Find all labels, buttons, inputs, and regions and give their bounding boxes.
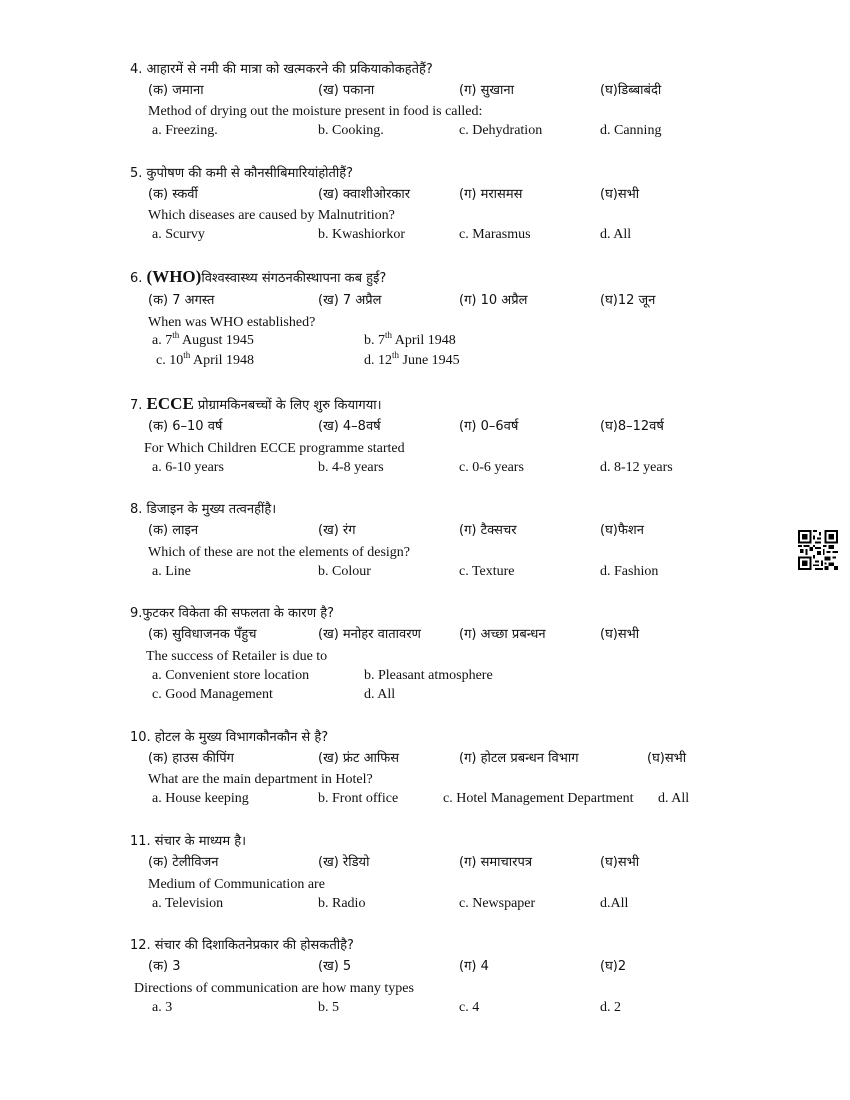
option-hindi: (क) स्कर्वी xyxy=(148,187,198,202)
option-english: b. 7th April 1948 xyxy=(364,330,456,348)
option-hindi: (क) सुविधाजनक पँहुच xyxy=(148,627,257,642)
option-hindi: (क) 3 xyxy=(148,959,181,974)
question-english: Directions of communication are how many types xyxy=(134,981,414,996)
option-hindi: (घ)12 जून xyxy=(600,293,656,308)
option-hindi: (ग) होटल प्रबन्धन विभाग xyxy=(459,751,579,766)
option-english: d. 12th June 1945 xyxy=(364,350,460,368)
option-hindi: (क) जमाना xyxy=(148,83,204,98)
question-english: Method of drying out the moisture present in food is called: xyxy=(148,104,483,119)
option-english: a. Convenient store location xyxy=(152,668,310,683)
option-hindi: (ख) रेडियो xyxy=(318,855,370,870)
option-english: c. Good Management xyxy=(152,687,273,702)
option-hindi: (घ)8–12वर्ष xyxy=(600,419,664,434)
option-hindi: (घ)सभी xyxy=(600,627,640,642)
option-hindi: (ख) पकाना xyxy=(318,83,375,98)
option-hindi: (ग) 10 अप्रैल xyxy=(459,293,528,308)
question-hindi: 12. संचार की दिशाकितनेप्रकार की होसकतीहै? xyxy=(130,938,354,953)
question-english: When was WHO established? xyxy=(148,315,316,330)
option-english: d. Canning xyxy=(600,123,662,138)
option-english: c. Marasmus xyxy=(459,227,531,242)
option-english: a. 3 xyxy=(152,1000,173,1015)
option-english: c. Dehydration xyxy=(459,123,543,138)
option-hindi: (घ)सभी xyxy=(600,855,640,870)
option-english: a. Line xyxy=(152,564,191,579)
option-hindi: (ग) टैक्सचर xyxy=(459,523,517,538)
question-hindi: 9.फुटकर विकेता की सफलता के कारण है? xyxy=(130,606,335,621)
option-hindi: (घ)फैशन xyxy=(600,523,644,538)
option-english: d. All xyxy=(600,227,632,242)
option-english: d.All xyxy=(600,896,629,911)
option-english: d. 2 xyxy=(600,1000,621,1015)
option-english: a. Freezing. xyxy=(152,123,218,138)
option-hindi: (ग) 4 xyxy=(459,959,489,974)
question-english: What are the main department in Hotel? xyxy=(148,772,373,787)
option-hindi: (ख) 4–8वर्ष xyxy=(318,419,381,434)
option-hindi: (घ)सभी xyxy=(647,751,687,766)
option-hindi: (क) टेलीविजन xyxy=(148,855,219,870)
option-english: c. 10th April 1948 xyxy=(156,350,255,368)
option-english: a. 6-10 years xyxy=(152,460,224,475)
option-hindi: (ग) सुखाना xyxy=(459,83,514,98)
option-english: d. All xyxy=(364,687,396,702)
question-hindi: 7. ECCE प्रोग्रामकिनबच्चों के लिए शुरु कियागया। xyxy=(130,394,382,413)
option-english: b. 4-8 years xyxy=(318,460,384,475)
option-hindi: (घ)सभी xyxy=(600,187,640,202)
option-hindi: (ग) 0–6वर्ष xyxy=(459,419,519,434)
option-hindi: (ख) मनोहर वातावरण xyxy=(318,627,421,642)
option-english: c. Hotel Management Department xyxy=(443,791,634,806)
option-english: b. Front office xyxy=(318,791,399,806)
option-english: c. 4 xyxy=(459,1000,480,1015)
option-hindi: (ख) 5 xyxy=(318,959,352,974)
option-english: c. Texture xyxy=(459,564,515,579)
question-hindi: 4. आहारमें से नमी की मात्रा को खत्मकरने की प्रकियाकोकहतेहैं? xyxy=(130,62,433,77)
option-hindi: (घ)डिब्बाबंदी xyxy=(600,83,662,98)
option-english: b. 5 xyxy=(318,1000,339,1015)
question-hindi: 8. डिजाइन के मुख्य तत्वनहींहै। xyxy=(130,502,277,517)
option-english: b. Cooking. xyxy=(318,123,384,138)
option-hindi: (ग) समाचारपत्र xyxy=(459,855,533,870)
question-english: Which of these are not the elements of design? xyxy=(148,545,411,560)
option-hindi: (क) लाइन xyxy=(148,523,199,538)
option-english: b. Pleasant atmosphere xyxy=(364,668,493,683)
option-hindi: (क) 6–10 वर्ष xyxy=(148,419,223,434)
question-hindi: 11. संचार के माध्यम है। xyxy=(130,834,247,849)
option-english: d. 8-12 years xyxy=(600,460,673,475)
question-english: The success of Retailer is due to xyxy=(146,649,328,664)
question-hindi: 6. (WHO)विश्वस्वास्थ्य संगठनकीस्थापना कब हुई? xyxy=(130,267,387,286)
question-english: For Which Children ECCE programme started xyxy=(144,441,405,456)
option-hindi: (ख) फ्रंट आफिस xyxy=(318,751,400,766)
option-hindi: (घ)2 xyxy=(600,959,627,974)
option-hindi: (ग) मरासमस xyxy=(459,187,523,202)
option-english: b. Kwashiorkor xyxy=(318,227,406,242)
option-hindi: (ग) अच्छा प्रबन्धन xyxy=(459,627,546,642)
qr-code-icon xyxy=(798,530,838,570)
question-english: Medium of Communication are xyxy=(148,877,325,892)
option-english: a. House keeping xyxy=(152,791,249,806)
question-hindi: 10. होटल के मुख्य विभागकौनकौन से है? xyxy=(130,730,329,745)
option-hindi: (क) हाउस कीपिंग xyxy=(148,751,234,766)
option-english: d. All xyxy=(658,791,690,806)
option-english: b. Colour xyxy=(318,564,371,579)
option-english: c. Newspaper xyxy=(459,896,536,911)
question-english: Which diseases are caused by Malnutrition? xyxy=(148,208,395,223)
option-english: a. Scurvy xyxy=(152,227,205,242)
option-english: a. Television xyxy=(152,896,224,911)
option-hindi: (ख) 7 अप्रैल xyxy=(318,293,382,308)
option-english: a. 7th August 1945 xyxy=(152,330,254,348)
option-english: d. Fashion xyxy=(600,564,659,579)
option-hindi: (ख) रंग xyxy=(318,523,356,538)
option-english: c. 0-6 years xyxy=(459,460,524,475)
option-english: b. Radio xyxy=(318,896,366,911)
option-hindi: (क) 7 अगस्त xyxy=(148,293,215,308)
question-hindi: 5. कुपोषण की कमी से कौनसीबिमारियांहोतीहैं? xyxy=(130,166,354,181)
option-hindi: (ख) क्वाशीओरकार xyxy=(318,187,411,202)
